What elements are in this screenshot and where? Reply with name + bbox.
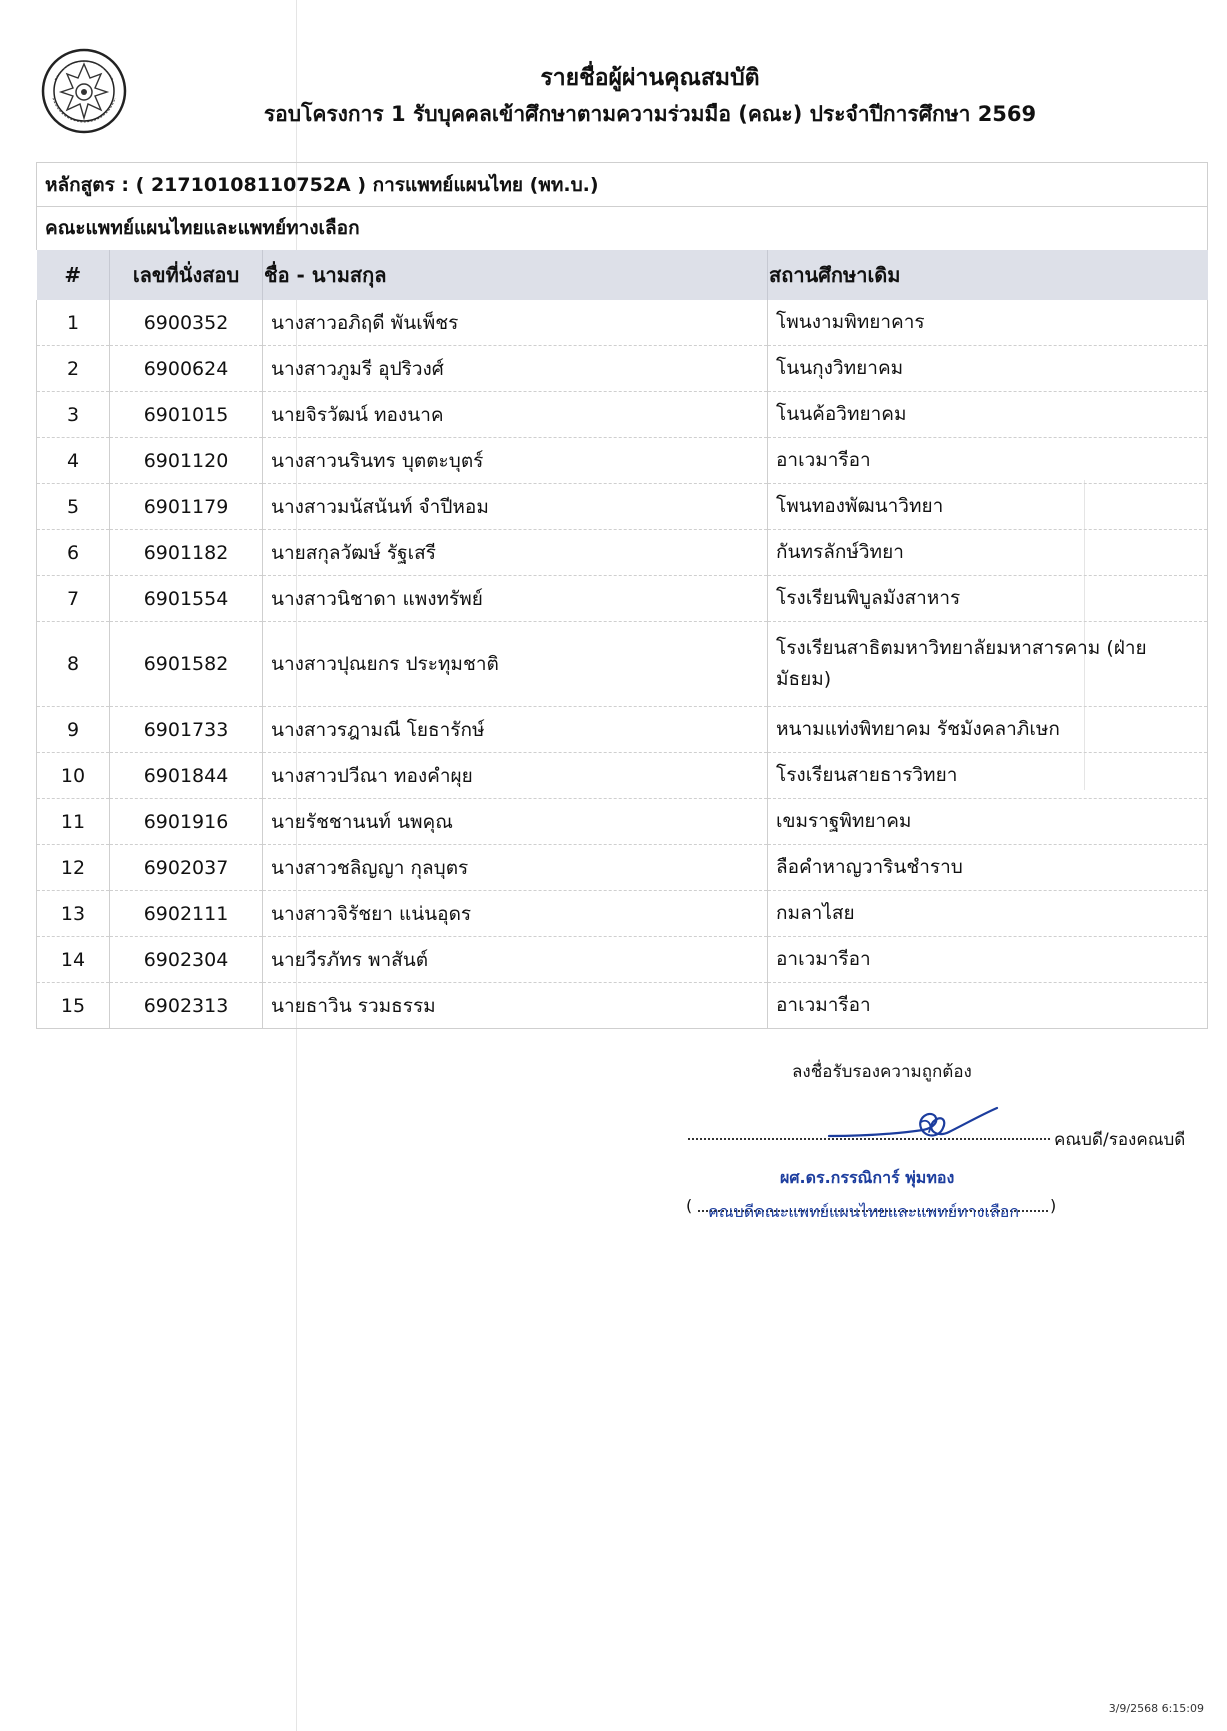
header-previous-school: สถานศึกษาเดิม — [768, 250, 1208, 300]
row-number: 14 — [37, 937, 110, 983]
previous-school: โนนค้อวิทยาคม — [768, 392, 1208, 438]
previous-school: อาเวมารีอา — [768, 937, 1208, 983]
program-label: หลักสูตร : ( 21710108110752A ) การแพทย์แผนไทย (พท.บ.) — [37, 163, 1207, 207]
seat-number: 6901554 — [110, 576, 263, 622]
student-name: นางสาวชลิญญา กุลบุตร — [263, 845, 768, 891]
previous-school: อาเวมารีอา — [768, 438, 1208, 484]
previous-school: โรงเรียนพิบูลมังสาหาร — [768, 576, 1208, 622]
table-row — [37, 576, 1208, 622]
seat-number: 6902313 — [110, 983, 263, 1029]
seat-number: 6902111 — [110, 891, 263, 937]
seat-number: 6902304 — [110, 937, 263, 983]
document-subtitle: รอบโครงการ 1 รับบุคคลเข้าศึกษาตามความร่วมมือ (คณะ) ประจำปีการศึกษา 2569 — [263, 102, 1037, 126]
table-row — [37, 753, 1208, 799]
previous-school: หนามแท่งพิทยาคม รัชมังคลาภิเษก — [768, 707, 1208, 753]
seat-number: 6901916 — [110, 799, 263, 845]
seat-number: 6900624 — [110, 346, 263, 392]
previous-school: กมลาไสย — [768, 891, 1208, 937]
table-row — [37, 530, 1208, 576]
document-header — [150, 60, 1150, 132]
student-name: นางสาวมนัสนันท์ จำปีหอม — [263, 484, 768, 530]
student-name: นางสาวนิชาดา แพงทรัพย์ — [263, 576, 768, 622]
certification-caption: ลงชื่อรับรองความถูกต้อง — [792, 1062, 972, 1082]
university-seal-icon — [41, 48, 127, 134]
student-name: นายรัชชานนท์ นพคุณ — [263, 799, 768, 845]
signature-line — [688, 1138, 1050, 1140]
table-row — [37, 438, 1208, 484]
row-number: 12 — [37, 845, 110, 891]
student-name: นายสกุลวัฒษ์ รัฐเสรี — [263, 530, 768, 576]
previous-school: เขมราฐพิทยาคม — [768, 799, 1208, 845]
document-title: รายชื่อผู้ผ่านคุณสมบัติ — [540, 65, 760, 91]
header-full-name: ชื่อ - นามสกุล — [263, 250, 768, 300]
seat-number: 6901733 — [110, 707, 263, 753]
student-name: นางสาวปวีณา ทองคำผุย — [263, 753, 768, 799]
row-number: 1 — [37, 300, 110, 346]
previous-school: โพนทองพัฒนาวิทยา — [768, 484, 1208, 530]
seat-number: 6900352 — [110, 300, 263, 346]
table-row — [37, 799, 1208, 845]
student-name: นางสาวอภิฤดี พันเพ็ชร — [263, 300, 768, 346]
header-seat-number: เลขที่นั่งสอบ — [110, 250, 263, 300]
previous-school: โรงเรียนสายธารวิทยา — [768, 753, 1208, 799]
program-info-box — [36, 162, 1208, 250]
table-row — [37, 392, 1208, 438]
student-name: นายวีรภัทร พาสันต์ — [263, 937, 768, 983]
seat-number: 6901179 — [110, 484, 263, 530]
row-number: 5 — [37, 484, 110, 530]
row-number: 3 — [37, 392, 110, 438]
faculty-label: คณะแพทย์แผนไทยและแพทย์ทางเลือก — [45, 217, 360, 239]
seat-number: 6901844 — [110, 753, 263, 799]
previous-school: โนนกุงวิทยาคม — [768, 346, 1208, 392]
seat-number: 6901182 — [110, 530, 263, 576]
table-row — [37, 845, 1208, 891]
previous-school: ลือคำหาญวารินชำราบ — [768, 845, 1208, 891]
table-row — [37, 983, 1208, 1029]
signer-position: คณบดีคณะแพทย์แผนไทยและแพทย์ทางเลือก — [708, 1202, 1020, 1221]
previous-school: โรงเรียนสาธิตมหาวิทยาลัยมหาสารคาม (ฝ่ายมัธยม) — [768, 622, 1208, 707]
header-number: # — [37, 250, 110, 300]
seat-number: 6901120 — [110, 438, 263, 484]
seat-number: 6901582 — [110, 622, 263, 707]
signer-name: ผศ.ดร.กรรณิการ์ พุ่มทอง — [780, 1168, 955, 1187]
student-name: นางสาวนรินทร บุตตะบุตร์ — [263, 438, 768, 484]
row-number: 4 — [37, 438, 110, 484]
row-number: 15 — [37, 983, 110, 1029]
student-name: นางสาวจิรัชยา แน่นอุดร — [263, 891, 768, 937]
row-number: 9 — [37, 707, 110, 753]
table-row — [37, 707, 1208, 753]
row-number: 10 — [37, 753, 110, 799]
table-row — [37, 300, 1208, 346]
seat-number: 6901015 — [110, 392, 263, 438]
signer-role: คณบดี/รองคณบดี — [1054, 1130, 1186, 1150]
row-number: 6 — [37, 530, 110, 576]
table-row — [37, 622, 1208, 707]
row-number: 11 — [37, 799, 110, 845]
row-number: 8 — [37, 622, 110, 707]
table-row — [37, 937, 1208, 983]
open-paren: ( — [686, 1196, 693, 1215]
student-name: นายธาวิน รวมธรรม — [263, 983, 768, 1029]
print-timestamp: 3/9/2568 6:15:09 — [1108, 1702, 1204, 1715]
signer-position-row — [686, 1196, 1066, 1220]
student-name: นายจิรวัฒน์ ทองนาค — [263, 392, 768, 438]
previous-school: โพนงามพิทยาคาร — [768, 300, 1208, 346]
table-row — [37, 484, 1208, 530]
student-name: นางสาวภูมรี อุปริวงศ์ — [263, 346, 768, 392]
previous-school: กันทรลักษ์วิทยา — [768, 530, 1208, 576]
previous-school: อาเวมารีอา — [768, 983, 1208, 1029]
row-number: 13 — [37, 891, 110, 937]
table-row — [37, 346, 1208, 392]
signature-icon — [825, 1092, 1000, 1152]
table-header-row — [37, 250, 1208, 300]
row-number: 7 — [37, 576, 110, 622]
close-paren: ) — [1050, 1196, 1057, 1215]
seat-number: 6902037 — [110, 845, 263, 891]
student-name: นางสาวรฎามณี โยธารักษ์ — [263, 707, 768, 753]
results-table — [36, 250, 1208, 1029]
student-name: นางสาวปุณยกร ประทุมชาติ — [263, 622, 768, 707]
table-row — [37, 891, 1208, 937]
row-number: 2 — [37, 346, 110, 392]
